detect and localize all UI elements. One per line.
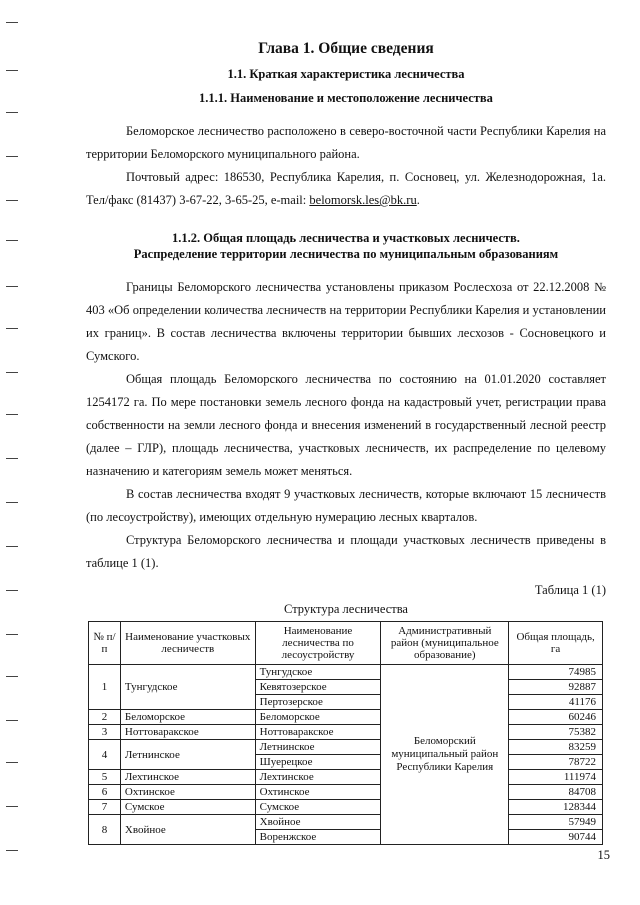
cell-name: Ноттоваракское (120, 725, 255, 740)
table-row (89, 815, 603, 830)
cell-name: Хвойное (120, 815, 255, 845)
page-number: 15 (597, 848, 610, 862)
composition-paragraph: В состав лесничества входят 9 участковых лесничеств, которые включают 15 лесничеств (по лесоустройству), имеющих отдельную нумерацию лесных кварталов. (86, 487, 606, 524)
table-row (89, 740, 603, 755)
structure-table (88, 621, 603, 845)
cell-area: 74985 (509, 665, 603, 680)
margin-tick (6, 502, 18, 503)
cell-num: 1 (89, 665, 121, 710)
table-title: Структура лесничества (284, 602, 408, 616)
subsection-title-2-line1: 1.1.2. Общая площадь лесничества и участковых лесничеств. (172, 231, 520, 245)
table-row (89, 710, 603, 725)
table-row (89, 725, 603, 740)
cell-num: 5 (89, 770, 121, 785)
margin-tick (6, 676, 18, 677)
cell-area: 41176 (509, 695, 603, 710)
cell-num: 7 (89, 800, 121, 815)
cell-area: 75382 (509, 725, 603, 740)
cell-num: 8 (89, 815, 121, 845)
margin-tick (6, 372, 18, 373)
subsection-title-2-line2: Распределение территории лесничества по муниципальным образованиям (133, 247, 559, 261)
header-forestry: Наименование лесничества по лесоустройству (255, 622, 381, 665)
margin-tick (6, 22, 18, 23)
header-name: Наименование участковых лесничеств (120, 622, 255, 665)
cell-name: Охтинское (120, 785, 255, 800)
table-row (89, 770, 603, 785)
cell-area: 78722 (509, 755, 603, 770)
address-paragraph (86, 166, 606, 212)
cell-admin-district: Беломорский муниципальный район Республики Карелия (381, 665, 509, 845)
cell-name: Лехтинское (120, 770, 255, 785)
subsection-title: 1.1.1. Наименование и местоположение лесничества (199, 91, 493, 105)
margin-tick (6, 762, 18, 763)
table-number: Таблица 1 (1) (534, 583, 606, 597)
cell-num: 3 (89, 725, 121, 740)
cell-area: 60246 (509, 710, 603, 725)
cell-name: Тунгудское (120, 665, 255, 710)
cell-forestry: Тунгудское (255, 665, 381, 680)
margin-tick (6, 458, 18, 459)
margin-tick (6, 286, 18, 287)
margin-tick (6, 156, 18, 157)
margin-tick (6, 806, 18, 807)
cell-name: Беломорское (120, 710, 255, 725)
cell-forestry: Пертозерское (255, 695, 381, 710)
cell-forestry: Воренжское (255, 830, 381, 845)
margin-ticks (6, 0, 20, 905)
cell-forestry: Шуерецкое (255, 755, 381, 770)
cell-area: 83259 (509, 740, 603, 755)
margin-tick (6, 200, 18, 201)
cell-forestry: Лехтинское (255, 770, 381, 785)
margin-tick (6, 240, 18, 241)
cell-forestry: Летнинское (255, 740, 381, 755)
location-paragraph: Беломорское лесничество расположено в северо-восточной части Республики Карелия на территории Беломорского муниципального района. (86, 124, 606, 161)
margin-tick (6, 328, 18, 329)
cell-forestry: Охтинское (255, 785, 381, 800)
cell-forestry: Беломорское (255, 710, 381, 725)
boundaries-paragraph: Границы Беломорского лесничества установлены приказом Рослесхоза от 22.12.2008 № 403 «Об определении количества лесничеств на территории Республики Карелия и установлении их границ». В состав лесничества включены территории бывших лесхозов - Сосновецкого и Сумского. (86, 280, 606, 363)
margin-tick (6, 720, 18, 721)
cell-forestry: Сумское (255, 800, 381, 815)
cell-num: 2 (89, 710, 121, 725)
cell-area: 90744 (509, 830, 603, 845)
cell-area: 84708 (509, 785, 603, 800)
margin-tick (6, 70, 18, 71)
cell-area: 57949 (509, 815, 603, 830)
margin-tick (6, 850, 18, 851)
area-paragraph: Общая площадь Беломорского лесничества по состоянию на 01.01.2020 составляет 1254172 га. По мере постановки земель лесного фонда на кадастровый учет, регистрации права собственности на земли лесного фонда и внесения изменений в государственный лесной реестр (далее – ГЛР), площадь лесничества, участковых лесничеств, их распределение по целевому назначению и категориям земель может меняться. (86, 372, 606, 478)
table-row (89, 785, 603, 800)
cell-forestry: Кевятозерское (255, 680, 381, 695)
cell-forestry: Ноттоваракское (255, 725, 381, 740)
subsection-title-2 (86, 230, 606, 262)
cell-area: 128344 (509, 800, 603, 815)
margin-tick (6, 590, 18, 591)
header-area: Общая площадь, га (509, 622, 603, 665)
margin-tick (6, 414, 18, 415)
header-admin: Административный район (муниципальное образование) (381, 622, 509, 665)
cell-forestry: Хвойное (255, 815, 381, 830)
cell-area: 92887 (509, 680, 603, 695)
table-row (89, 665, 603, 680)
section-title: 1.1. Краткая характеристика лесничества (227, 67, 465, 81)
address-end: . (416, 193, 420, 207)
table-row (89, 800, 603, 815)
cell-area: 111974 (509, 770, 603, 785)
structure-paragraph: Структура Беломорского лесничества и площади участковых лесничеств приведены в таблице 1 (1). (86, 533, 606, 570)
page-content (86, 40, 606, 845)
margin-tick (6, 546, 18, 547)
cell-name: Летнинское (120, 740, 255, 770)
margin-tick (6, 634, 18, 635)
table-header-row (89, 622, 603, 665)
cell-name: Сумское (120, 800, 255, 815)
email-link[interactable]: belomorsk.les@bk.ru (309, 193, 417, 207)
header-num: № п/п (89, 622, 121, 665)
cell-num: 6 (89, 785, 121, 800)
address-text: Почтовый адрес: 186530, Республика Карелия, п. Сосновец, ул. Железнодорожная, 1а. Тел/факс (81437) 3-67-22, 3-65-25, e-mail: (86, 170, 606, 207)
margin-tick (6, 112, 18, 113)
chapter-title: Глава 1. Общие сведения (258, 40, 434, 57)
cell-num: 4 (89, 740, 121, 770)
